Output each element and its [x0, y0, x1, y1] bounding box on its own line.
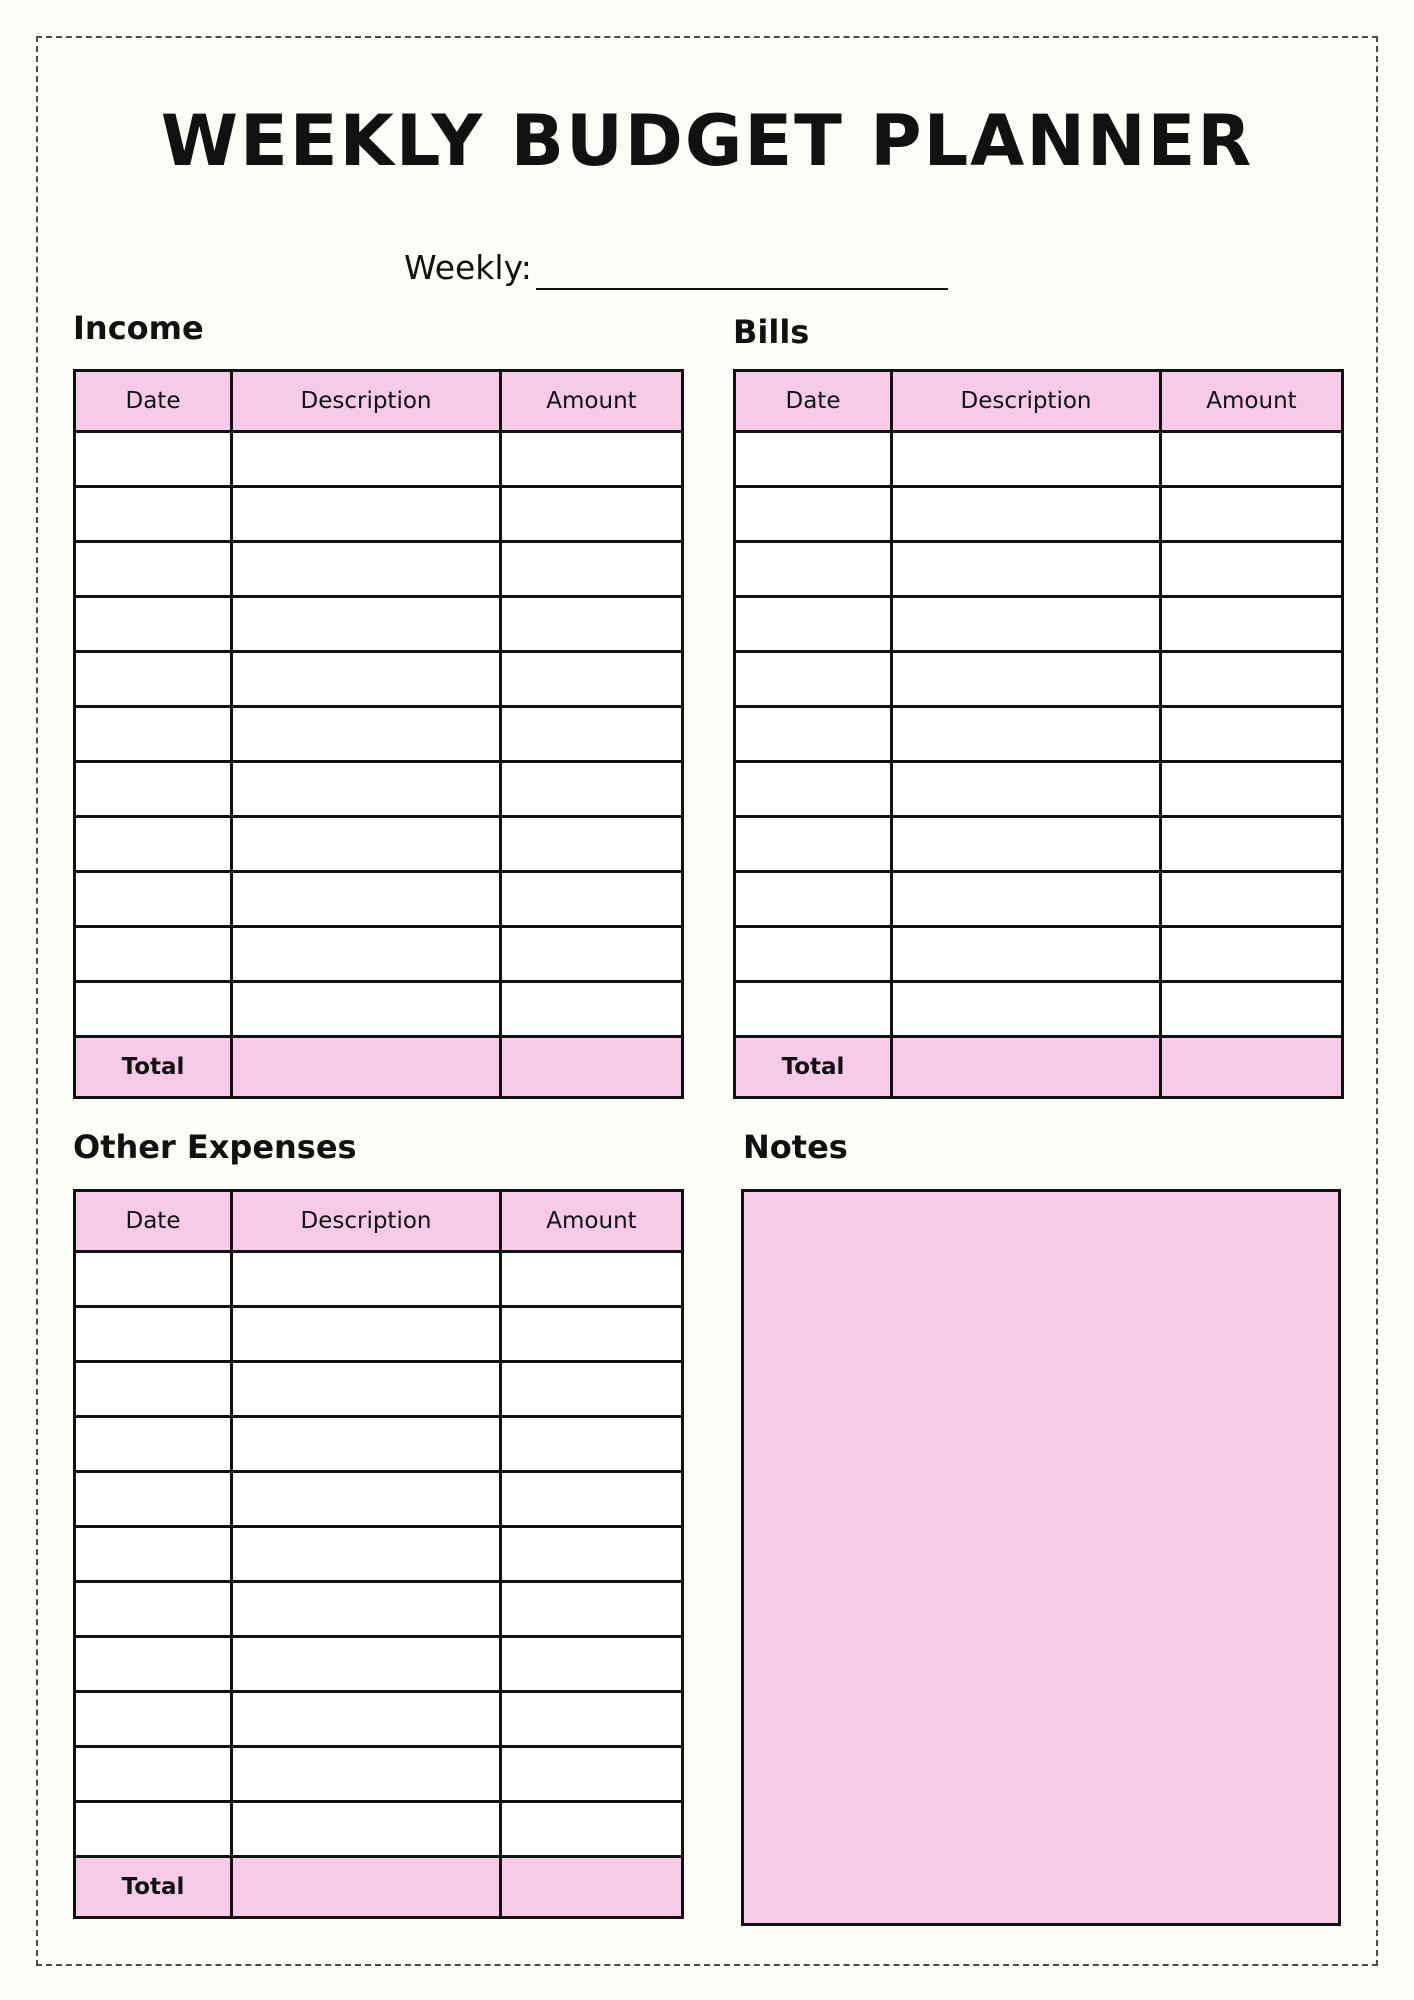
table-row — [75, 1417, 683, 1472]
table-row — [75, 927, 683, 982]
description-cell[interactable] — [232, 1417, 501, 1472]
total-label: Total — [735, 1037, 892, 1098]
table-row — [735, 652, 1343, 707]
description-cell[interactable] — [232, 432, 501, 487]
date-cell[interactable] — [75, 1417, 232, 1472]
description-cell[interactable] — [232, 817, 501, 872]
table-row — [735, 487, 1343, 542]
total-row — [75, 1037, 683, 1098]
amount-cell[interactable] — [501, 1802, 683, 1857]
total-description-cell[interactable] — [232, 1857, 501, 1918]
description-cell[interactable] — [232, 1307, 501, 1362]
table-row — [75, 432, 683, 487]
total-row — [75, 1857, 683, 1918]
notes-heading: Notes — [743, 1128, 848, 1166]
description-cell[interactable] — [892, 762, 1161, 817]
table-row — [75, 1747, 683, 1802]
table-row — [75, 1637, 683, 1692]
date-cell[interactable] — [75, 817, 232, 872]
date-column-header: Date — [75, 371, 232, 432]
amount-cell[interactable] — [501, 1582, 683, 1637]
description-cell[interactable] — [232, 1472, 501, 1527]
description-cell[interactable] — [232, 1527, 501, 1582]
description-cell[interactable] — [232, 927, 501, 982]
date-column-header: Date — [75, 1191, 232, 1252]
table-row — [75, 1252, 683, 1307]
amount-column-header: Amount — [501, 1191, 683, 1252]
amount-cell[interactable] — [1161, 432, 1343, 487]
amount-cell[interactable] — [501, 597, 683, 652]
date-cell[interactable] — [75, 1637, 232, 1692]
description-cell[interactable] — [892, 817, 1161, 872]
amount-cell[interactable] — [1161, 707, 1343, 762]
description-cell[interactable] — [892, 432, 1161, 487]
date-cell[interactable] — [75, 1802, 232, 1857]
description-cell[interactable] — [892, 927, 1161, 982]
total-description-cell[interactable] — [892, 1037, 1161, 1098]
date-cell[interactable] — [75, 1472, 232, 1527]
amount-cell[interactable] — [501, 707, 683, 762]
table-row — [75, 597, 683, 652]
amount-cell[interactable] — [1161, 817, 1343, 872]
total-amount-cell[interactable] — [501, 1037, 683, 1098]
table-row — [75, 487, 683, 542]
total-row — [735, 1037, 1343, 1098]
date-cell[interactable] — [735, 872, 892, 927]
description-cell[interactable] — [232, 1582, 501, 1637]
amount-column-header: Amount — [1161, 371, 1343, 432]
table-header-row — [75, 1191, 683, 1252]
table-row — [735, 927, 1343, 982]
amount-cell[interactable] — [501, 1417, 683, 1472]
table-row — [75, 762, 683, 817]
date-cell[interactable] — [75, 762, 232, 817]
table-row — [75, 872, 683, 927]
income-heading: Income — [73, 309, 204, 347]
description-cell[interactable] — [232, 652, 501, 707]
amount-cell[interactable] — [1161, 762, 1343, 817]
description-cell[interactable] — [232, 597, 501, 652]
amount-cell[interactable] — [501, 1637, 683, 1692]
description-cell[interactable] — [232, 1362, 501, 1417]
date-cell[interactable] — [75, 652, 232, 707]
date-cell[interactable] — [735, 432, 892, 487]
table-row — [735, 982, 1343, 1037]
date-cell[interactable] — [75, 487, 232, 542]
amount-cell[interactable] — [1161, 487, 1343, 542]
amount-column-header: Amount — [501, 371, 683, 432]
description-cell[interactable] — [892, 597, 1161, 652]
description-cell[interactable] — [892, 487, 1161, 542]
table-row — [75, 1362, 683, 1417]
notes-area[interactable] — [741, 1189, 1341, 1926]
amount-cell[interactable] — [501, 1362, 683, 1417]
date-cell[interactable] — [735, 982, 892, 1037]
amount-cell[interactable] — [1161, 872, 1343, 927]
table-row — [75, 1472, 683, 1527]
amount-cell[interactable] — [501, 542, 683, 597]
date-cell[interactable] — [75, 1252, 232, 1307]
date-cell[interactable] — [75, 542, 232, 597]
page-title: WEEKLY BUDGET PLANNER — [160, 100, 1254, 182]
total-amount-cell[interactable] — [1161, 1037, 1343, 1098]
date-cell[interactable] — [735, 542, 892, 597]
date-cell[interactable] — [735, 487, 892, 542]
table-header-row — [75, 371, 683, 432]
amount-cell[interactable] — [501, 1692, 683, 1747]
date-cell[interactable] — [75, 1582, 232, 1637]
table-row — [735, 817, 1343, 872]
amount-cell[interactable] — [501, 652, 683, 707]
table-row — [75, 1582, 683, 1637]
description-cell[interactable] — [232, 707, 501, 762]
table-row — [75, 652, 683, 707]
table-header-row — [735, 371, 1343, 432]
description-cell[interactable] — [892, 652, 1161, 707]
amount-cell[interactable] — [501, 927, 683, 982]
date-cell[interactable] — [735, 817, 892, 872]
description-cell[interactable] — [232, 487, 501, 542]
date-column-header: Date — [735, 371, 892, 432]
date-cell[interactable] — [75, 872, 232, 927]
table-row — [75, 707, 683, 762]
date-cell[interactable] — [75, 1307, 232, 1362]
income-table — [73, 369, 684, 1099]
amount-cell[interactable] — [1161, 652, 1343, 707]
table-row — [75, 817, 683, 872]
date-cell[interactable] — [75, 707, 232, 762]
table-row — [75, 1307, 683, 1362]
table-row — [735, 432, 1343, 487]
amount-cell[interactable] — [501, 762, 683, 817]
amount-cell[interactable] — [501, 1527, 683, 1582]
bills-table — [733, 369, 1344, 1099]
description-cell[interactable] — [232, 1802, 501, 1857]
weekly-label: Weekly: — [404, 248, 532, 287]
description-cell[interactable] — [232, 542, 501, 597]
amount-cell[interactable] — [501, 872, 683, 927]
amount-cell[interactable] — [501, 1252, 683, 1307]
description-cell[interactable] — [232, 1252, 501, 1307]
total-description-cell[interactable] — [232, 1037, 501, 1098]
table-row — [735, 707, 1343, 762]
table-row — [735, 597, 1343, 652]
date-cell[interactable] — [75, 432, 232, 487]
date-cell[interactable] — [75, 1527, 232, 1582]
date-cell[interactable] — [75, 982, 232, 1037]
table-row — [735, 762, 1343, 817]
date-cell[interactable] — [735, 652, 892, 707]
description-column-header: Description — [232, 371, 501, 432]
table-row — [75, 1802, 683, 1857]
description-column-header: Description — [232, 1191, 501, 1252]
other-expenses-table — [73, 1189, 684, 1919]
date-cell[interactable] — [735, 707, 892, 762]
description-cell[interactable] — [232, 1637, 501, 1692]
amount-cell[interactable] — [501, 1747, 683, 1802]
date-cell[interactable] — [735, 927, 892, 982]
description-cell[interactable] — [232, 982, 501, 1037]
amount-cell[interactable] — [501, 487, 683, 542]
date-cell[interactable] — [75, 927, 232, 982]
amount-cell[interactable] — [1161, 982, 1343, 1037]
date-cell[interactable] — [75, 597, 232, 652]
amount-cell[interactable] — [501, 1472, 683, 1527]
description-cell[interactable] — [232, 872, 501, 927]
table-row — [75, 982, 683, 1037]
table-row — [75, 542, 683, 597]
date-cell[interactable] — [75, 1362, 232, 1417]
amount-cell[interactable] — [1161, 597, 1343, 652]
weekly-input-line[interactable] — [536, 254, 948, 290]
description-cell[interactable] — [892, 982, 1161, 1037]
description-cell[interactable] — [892, 872, 1161, 927]
table-row — [735, 872, 1343, 927]
description-cell[interactable] — [232, 1747, 501, 1802]
amount-cell[interactable] — [501, 982, 683, 1037]
table-row — [75, 1527, 683, 1582]
date-cell[interactable] — [75, 1692, 232, 1747]
date-cell[interactable] — [735, 762, 892, 817]
other-expenses-heading: Other Expenses — [73, 1128, 357, 1166]
amount-cell[interactable] — [1161, 542, 1343, 597]
total-label: Total — [75, 1037, 232, 1098]
description-cell[interactable] — [232, 762, 501, 817]
amount-cell[interactable] — [501, 817, 683, 872]
amount-cell[interactable] — [1161, 927, 1343, 982]
table-row — [735, 542, 1343, 597]
description-column-header: Description — [892, 371, 1161, 432]
description-cell[interactable] — [892, 707, 1161, 762]
description-cell[interactable] — [892, 542, 1161, 597]
amount-cell[interactable] — [501, 432, 683, 487]
date-cell[interactable] — [735, 597, 892, 652]
bills-heading: Bills — [733, 313, 810, 351]
description-cell[interactable] — [232, 1692, 501, 1747]
table-row — [75, 1692, 683, 1747]
weekly-field — [404, 246, 948, 290]
total-label: Total — [75, 1857, 232, 1918]
date-cell[interactable] — [75, 1747, 232, 1802]
total-amount-cell[interactable] — [501, 1857, 683, 1918]
amount-cell[interactable] — [501, 1307, 683, 1362]
